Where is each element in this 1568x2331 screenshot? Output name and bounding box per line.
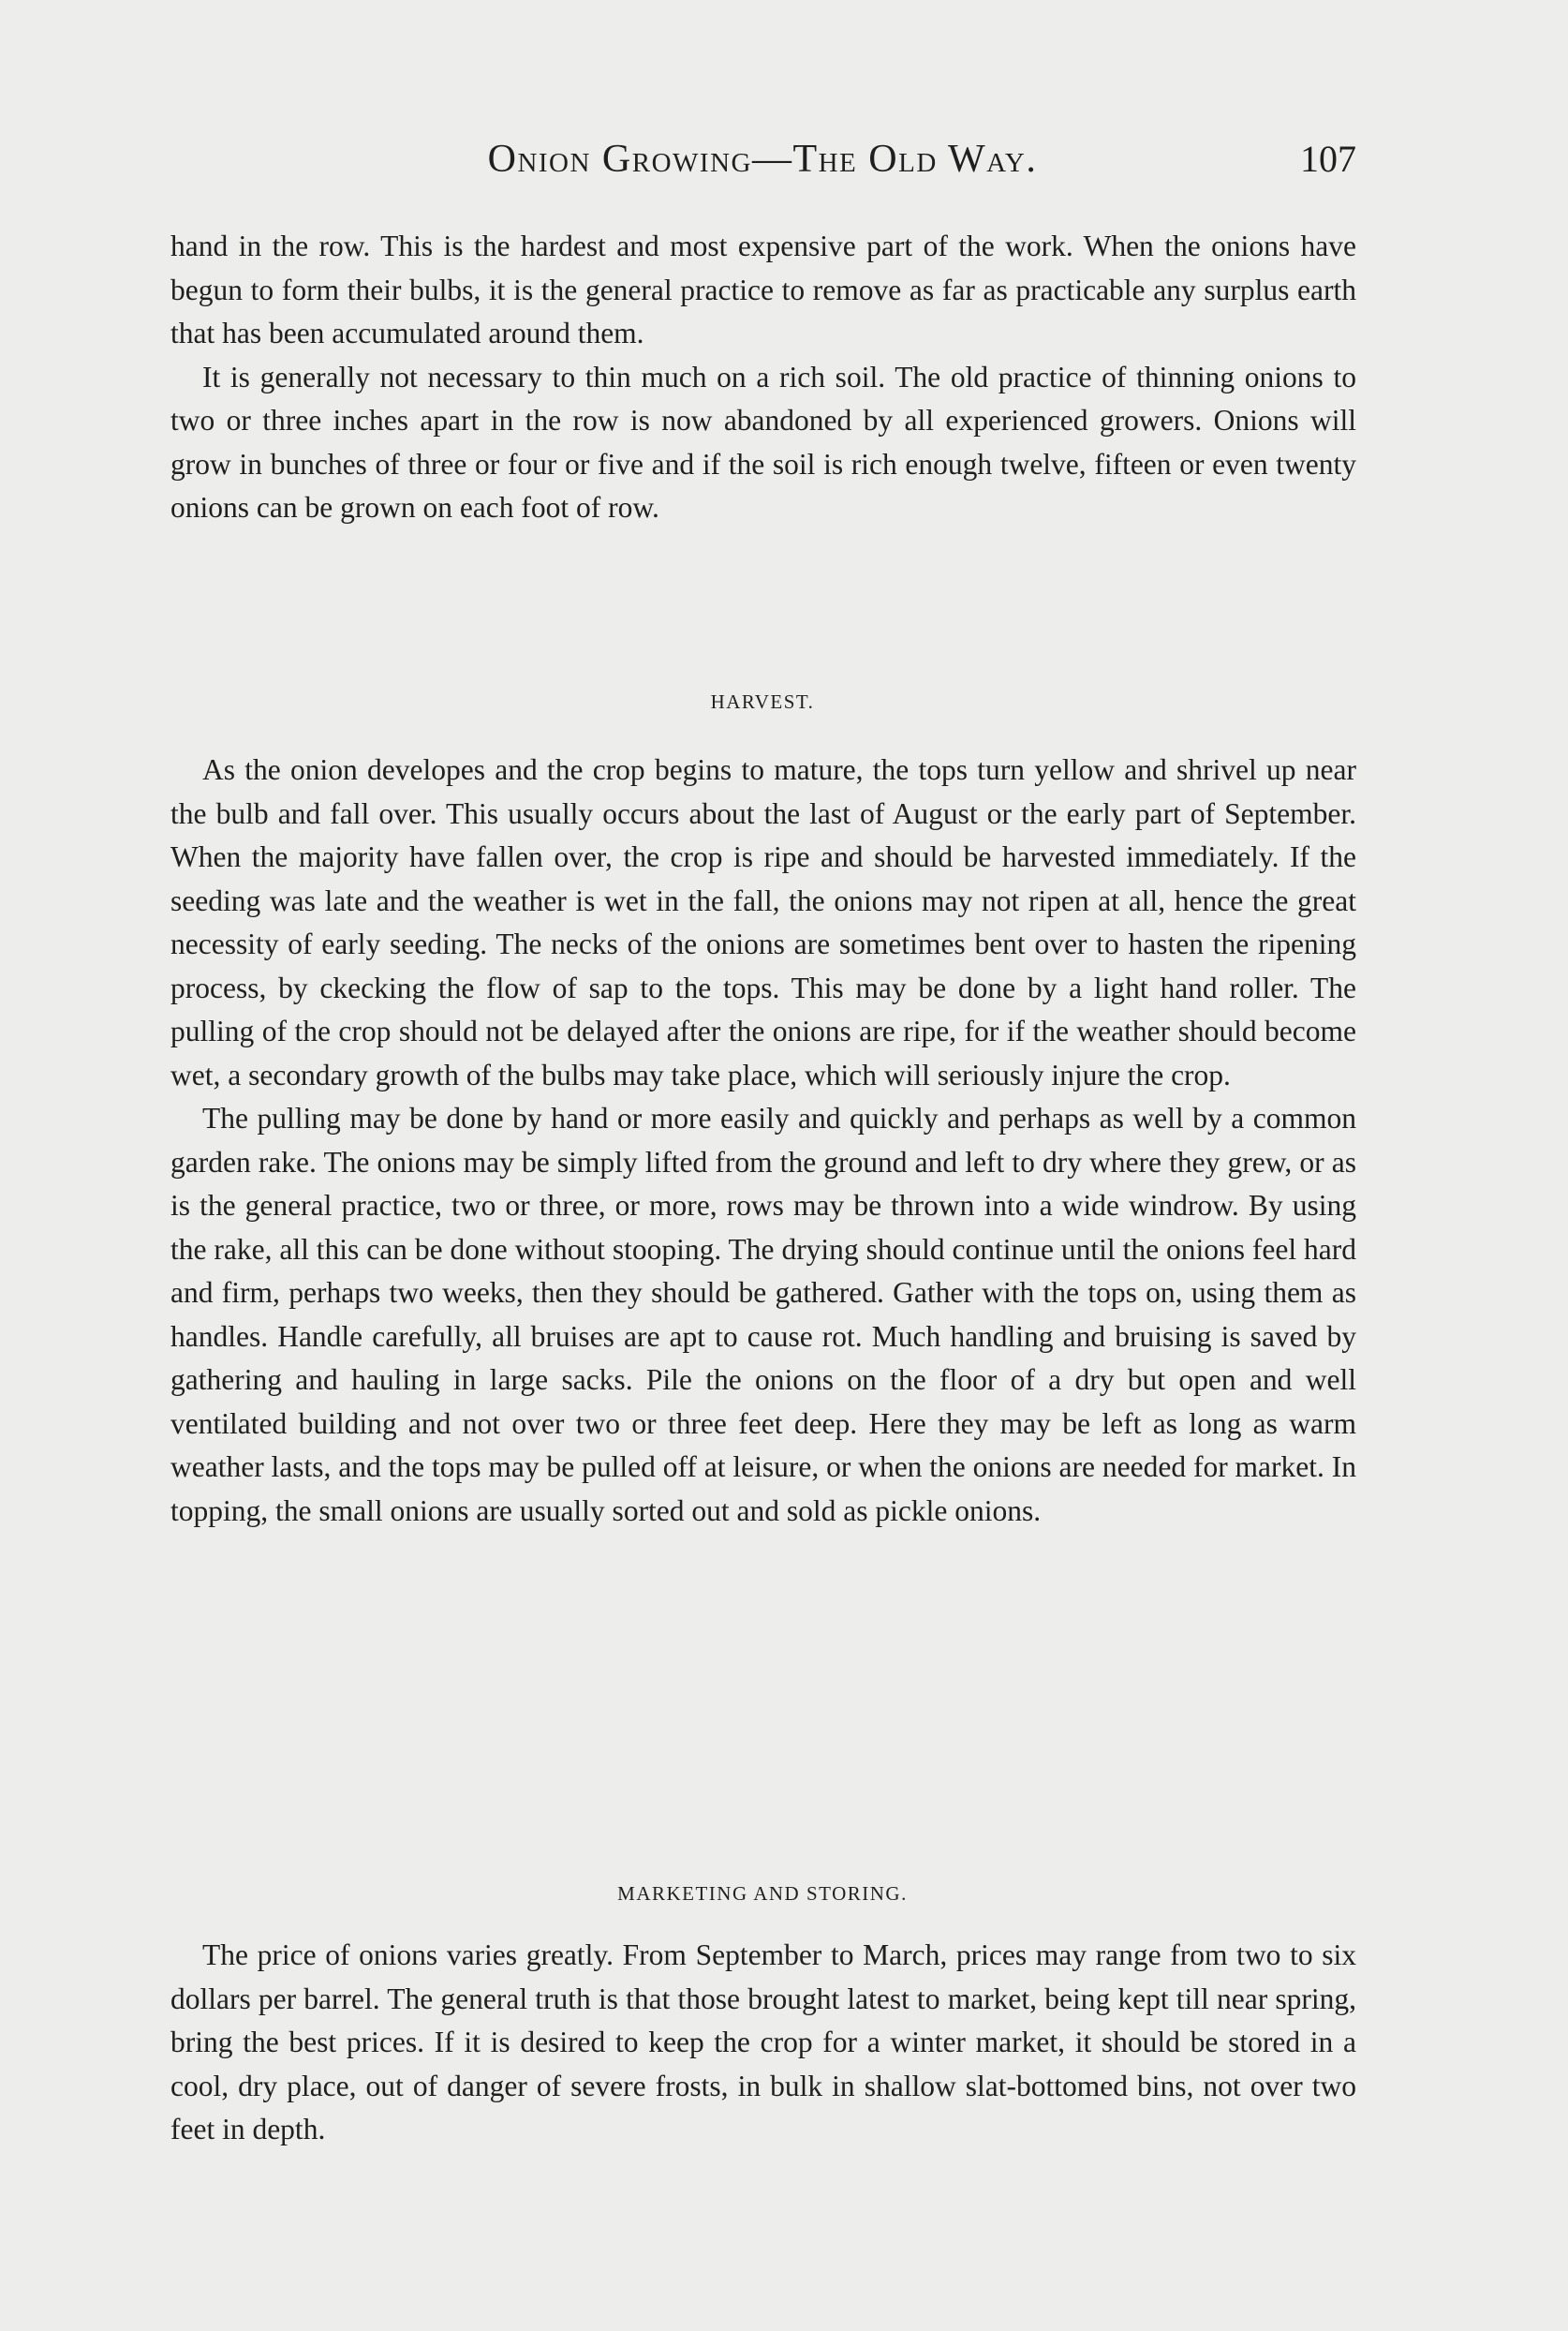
text-block-harvest (170, 749, 1356, 1533)
section-heading-harvest: HARVEST. (710, 690, 815, 713)
paragraph-continued-thinning: hand in the row. This is the hardest and most expensive part of the work. When the onions have begun to form their bulbs, it is the general practice to remove as far as practicable any surplus earth that has been accumulated around them. (170, 230, 1356, 349)
section-heading-marketing: MARKETING AND STORING. (617, 1882, 908, 1905)
paragraph-harvest-ripening: As the onion developes and the crop begins to mature, the tops turn yellow and shrivel up near the bulb and fall over. This usually occurs about the last of August or the early part of September. When the majority have fallen over, the crop is ripe and should be harvested immediately. If the seeding was late and the weather is wet in the fall, the onions may not ripen at all, hence the great necessity of early seeding. The necks of the onions are sometimes bent over to hasten the ripening process, by ckecking the flow of sap to the tops. This may be done by a light hand roller. The pulling of the crop should not be delayed after the onions are ripe, for if the weather should become wet, a secondary growth of the bulbs may take place, which will seriously injure the crop. (170, 753, 1356, 1091)
paragraph-marketing-prices: The price of onions varies greatly. From September to March, prices may range from two to six dollars per barrel. The general truth is that those brought latest to market, being kept till near spring, bring the best prices. If it is desired to keep the crop for a winter market, it should be stored in a cool, dry place, out of danger of severe frosts, in bulk in shallow slat-bottomed bins, not over two feet in depth. (170, 1938, 1356, 2145)
paragraph-harvest-pulling: The pulling may be done by hand or more easily and quickly and perhaps as well by a common garden rake. The onions may be simply lifted from the ground and left to dry where they grew, or as is the general practice, two or three, or more, rows may be thrown into a wide windrow. By using the rake, all this can be done without stooping. The drying should continue until the onions feel hard and firm, perhaps two weeks, then they should be gathered. Gather with the tops on, using them as handles. Handle carefully, all bruises are apt to cause rot. Much handling and bruising is saved by gathering and hauling in large sacks. Pile the onions on the floor of a dry but open and well ventilated building and not over two or three feet deep. Here they may be left as long as warm weather lasts, and the tops may be pulled off at leisure, or when the onions are needed for market. In topping, the small onions are usually sorted out and sold as pickle onions. (170, 1102, 1356, 1527)
text-block-marketing (170, 1934, 1356, 2152)
paragraph-thinning: It is generally not necessary to thin much on a rich soil. The old practice of thinning onions to two or three inches apart in the row is now abandoned by all experienced growers. Onions will grow in bunches of three or four or five and if the soil is rich enough twelve, fifteen or even twenty onions can be grown on each foot of row. (170, 360, 1356, 524)
running-head (169, 131, 1356, 187)
page-number: 107 (1300, 138, 1356, 180)
running-head-title: Onion Growing—The Old Way. (487, 138, 1038, 181)
text-block-continued (170, 225, 1356, 530)
